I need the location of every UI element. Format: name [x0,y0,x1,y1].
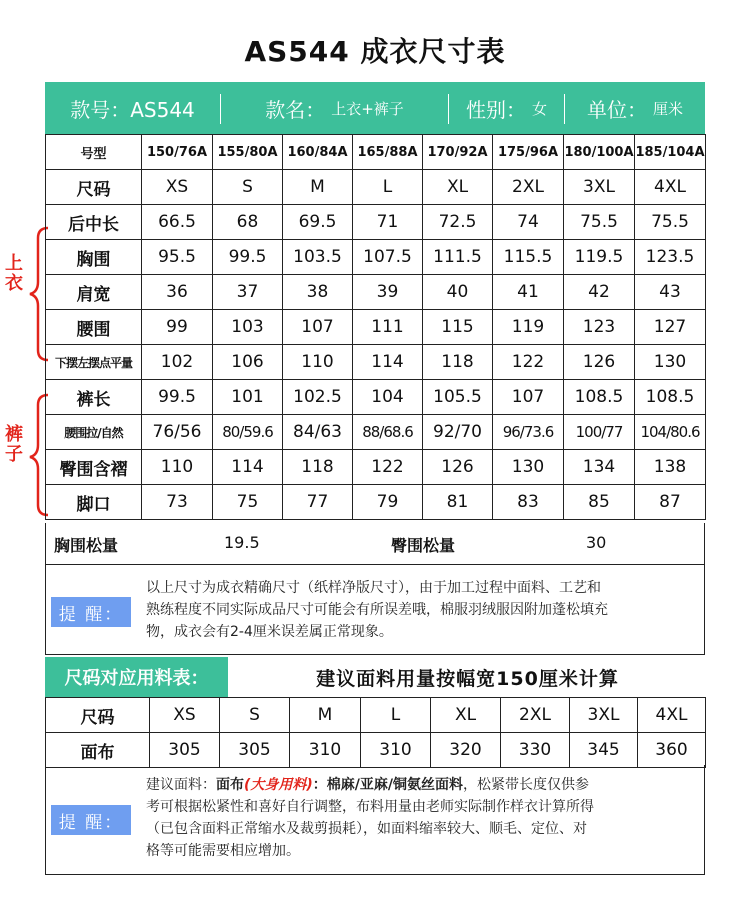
fabric-size-cell: M [290,698,361,733]
size-cell: 105.5 [423,380,493,415]
fabric-reminder-text: ，松紧带长度仅供参 [463,777,590,793]
fabric-reminder-highlight: (大身用料) [244,777,313,793]
size-table-row [46,380,706,415]
row-label: 臀围含褶 [46,450,142,485]
size-cell: 36 [142,275,213,310]
size-cell: 96/73.6 [493,415,564,450]
size-cell: 2XL [493,170,564,205]
size-cell: 68 [213,205,283,240]
size-cell: 180/100A [564,135,635,170]
size-cell: 160/84A [283,135,353,170]
hip-ease-label: 臀围松量 [391,536,456,555]
gender [449,82,564,134]
size-cell: 119 [493,310,564,345]
size-cell: 40 [423,275,493,310]
fabric-amount-cell: 305 [220,733,290,768]
size-cell: 75.5 [635,205,706,240]
size-cell: 37 [213,275,283,310]
fabric-size-cell: L [361,698,431,733]
size-cell: 74 [493,205,564,240]
size-cell: 123.5 [635,240,706,275]
gender-value: 女 [531,99,547,118]
fabric-table-header: 尺码对应用料表： [45,657,228,697]
reminder-badge: 提 醒： [51,805,131,835]
size-cell: 115.5 [493,240,564,275]
size-cell: 104 [353,380,423,415]
fabric-reminder-text: 面布 [216,777,244,793]
size-cell: XS [142,170,213,205]
style-name [221,82,448,134]
size-cell: 77 [283,485,353,520]
chest-ease-value: 19.5 [224,533,260,552]
size-cell: 175/96A [493,135,564,170]
size-cell: 111.5 [423,240,493,275]
size-table-row [46,275,706,310]
size-cell: 118 [423,345,493,380]
row-label: 下摆左摆点平量 [46,345,142,380]
row-label: 号型 [46,135,142,170]
reminder-box [45,565,705,655]
size-cell: 107 [493,380,564,415]
size-table [45,134,706,520]
size-cell: 72.5 [423,205,493,240]
size-cell: 71 [353,205,423,240]
fabric-size-cell: 4XL [638,698,706,733]
fabric-amount-label: 面布 [46,733,150,768]
fabric-size-row [46,698,706,733]
size-cell: 84/63 [283,415,353,450]
style-name-value: 上衣+裤子 [331,99,404,118]
reminder-line: 熟练程度不同实际成品尺寸可能会有所误差哦，棉服羽绒服因附加蓬松填充 [146,602,608,618]
size-cell: 130 [493,450,564,485]
row-label: 后中长 [46,205,142,240]
size-cell: 3XL [564,170,635,205]
header-bar [45,82,705,134]
size-cell: 114 [213,450,283,485]
fabric-table-title: 建议面料用量按幅宽150厘米计算 [316,667,619,690]
size-table-row [46,415,706,450]
size-cell: 92/70 [423,415,493,450]
fabric-amount-cell: 330 [501,733,570,768]
size-cell: 150/76A [142,135,213,170]
style-number-label: 款号：AS544 [70,97,195,122]
size-cell: 102 [142,345,213,380]
size-cell: 103.5 [283,240,353,275]
size-cell: XL [423,170,493,205]
size-cell: 75 [213,485,283,520]
size-cell: 4XL [635,170,706,205]
side-label-pants: 裤子 [5,424,23,465]
size-cell: M [283,170,353,205]
size-cell: S [213,170,283,205]
size-cell: 110 [142,450,213,485]
ease-row [45,523,705,565]
size-cell: 102.5 [283,380,353,415]
fabric-size-cell: XS [150,698,220,733]
size-cell: 138 [635,450,706,485]
fabric-reminder-line [146,775,589,796]
reminder-line: 以上尺寸为成衣精确尺寸（纸样净版尺寸），由于加工过程中面料、工艺和 [146,580,601,596]
fabric-amount-cell: 310 [290,733,361,768]
size-cell: 115 [423,310,493,345]
page-title: AS544 成衣尺寸表 [244,35,506,68]
size-cell: 118 [283,450,353,485]
reminder-badge: 提 醒： [51,597,131,627]
side-label-top: 上衣 [5,253,23,294]
size-cell: 122 [493,345,564,380]
size-cell: 99 [142,310,213,345]
size-cell: 170/92A [423,135,493,170]
size-cell: 75.5 [564,205,635,240]
row-label: 尺码 [46,170,142,205]
size-table-row [46,345,706,380]
size-cell: 85 [564,485,635,520]
fabric-size-cell: 2XL [501,698,570,733]
size-cell: 99.5 [142,380,213,415]
row-label: 肩宽 [46,275,142,310]
row-label: 脚口 [46,485,142,520]
fabric-reminder-text: 建议面料： [146,777,216,793]
fabric-size-label: 尺码 [46,698,150,733]
size-cell: 88/68.6 [353,415,423,450]
size-cell: 79 [353,485,423,520]
size-table-row [46,450,706,485]
size-cell: L [353,170,423,205]
chest-ease-label: 胸围松量 [54,536,119,555]
size-cell: 110 [283,345,353,380]
size-cell: 38 [283,275,353,310]
size-cell: 69.5 [283,205,353,240]
size-cell: 108.5 [635,380,706,415]
size-cell: 119.5 [564,240,635,275]
size-cell: 130 [635,345,706,380]
size-cell: 101 [213,380,283,415]
size-cell: 99.5 [213,240,283,275]
size-cell: 155/80A [213,135,283,170]
fabric-amount-cell: 345 [570,733,638,768]
size-cell: 106 [213,345,283,380]
fabric-reminder-line: （已包含面料正常缩水及裁剪损耗），如面料缩率较大、顺毛、定位、对 [146,821,587,837]
size-cell: 104/80.6 [635,415,706,450]
fabric-table [45,697,706,768]
size-cell: 81 [423,485,493,520]
size-cell: 165/88A [353,135,423,170]
fabric-amount-cell: 305 [150,733,220,768]
size-cell: 134 [564,450,635,485]
size-cell: 87 [635,485,706,520]
size-cell: 127 [635,310,706,345]
size-cell: 126 [423,450,493,485]
style-number [45,82,220,134]
fabric-reminder-box [45,765,705,875]
size-table-row [46,205,706,240]
size-cell: 108.5 [564,380,635,415]
fabric-size-cell: 3XL [570,698,638,733]
size-cell: 111 [353,310,423,345]
fabric-size-cell: XL [431,698,501,733]
fabric-size-cell: S [220,698,290,733]
fabric-amount-row [46,733,706,768]
size-cell: 122 [353,450,423,485]
unit-label: 单位： [586,97,647,122]
size-cell: 42 [564,275,635,310]
fabric-amount-cell: 320 [431,733,501,768]
size-cell: 76/56 [142,415,213,450]
size-cell: 103 [213,310,283,345]
style-name-label: 款名： [265,97,326,122]
row-label: 腰围 [46,310,142,345]
row-label: 腰围拉/自然 [46,415,142,450]
size-cell: 43 [635,275,706,310]
size-cell: 123 [564,310,635,345]
size-cell: 41 [493,275,564,310]
size-cell: 107 [283,310,353,345]
fabric-reminder-line: 格等可能需要相应增加。 [146,843,300,859]
size-table-row [46,485,706,520]
unit [565,82,705,134]
hip-ease-value: 30 [586,533,607,552]
size-cell: 185/104A [635,135,706,170]
reminder-line: 物，成衣会有2-4厘米误差属正常现象。 [146,624,393,640]
size-cell: 100/77 [564,415,635,450]
size-table-row [46,310,706,345]
fabric-reminder-text: ：棉麻/亚麻/铜氨丝面料 [312,777,464,793]
fabric-amount-cell: 360 [638,733,706,768]
size-cell: 95.5 [142,240,213,275]
gender-label: 性别： [465,97,526,122]
row-label: 胸围 [46,240,142,275]
size-cell: 66.5 [142,205,213,240]
fabric-reminder-line: 考可根据松紧性和喜好自行调整，布料用量由老师实际制作样衣计算所得 [146,799,594,815]
size-cell: 39 [353,275,423,310]
size-cell: 126 [564,345,635,380]
size-cell: 80/59.6 [213,415,283,450]
size-cell: 73 [142,485,213,520]
size-cell: 107.5 [353,240,423,275]
size-table-row [46,170,706,205]
row-label: 裤长 [46,380,142,415]
size-cell: 83 [493,485,564,520]
size-table-row [46,240,706,275]
unit-value: 厘米 [652,99,683,118]
fabric-amount-cell: 310 [361,733,431,768]
size-cell: 114 [353,345,423,380]
size-table-row [46,135,706,170]
